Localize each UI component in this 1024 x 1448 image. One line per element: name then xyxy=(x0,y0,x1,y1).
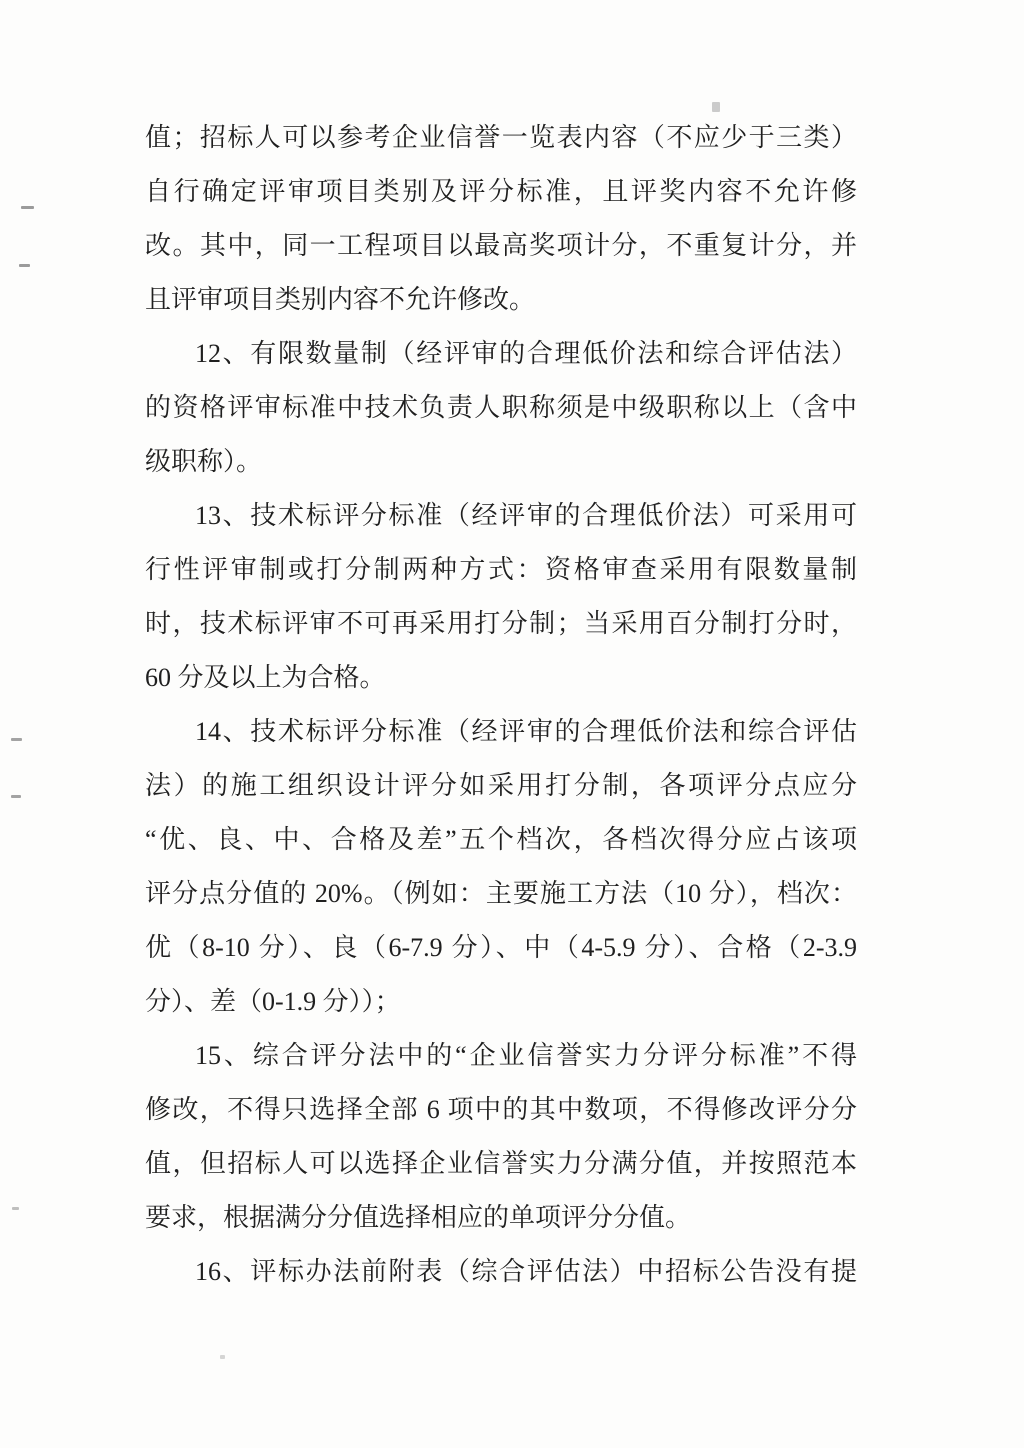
text-line: 改。其中，同一工程项目以最高奖项计分，不重复计分，并 xyxy=(145,231,857,260)
text-line: 值；招标人可以参考企业信誉一览表内容（不应少于三类） xyxy=(145,123,857,152)
text-line: 时，技术标评审不可再采用打分制；当采用百分制打分时， xyxy=(145,609,857,638)
text-line: 且评审项目类别内容不允许修改。 xyxy=(145,285,536,314)
scan-artifact xyxy=(220,1355,225,1359)
text-line: 评分点分值的 20%。（例如：主要施工方法（10 分），档次： xyxy=(145,879,857,908)
text-line: 行性评审制或打分制两种方式：资格审查采用有限数量制 xyxy=(145,555,857,584)
text-line: 13、技术标评分标准（经评审的合理低价法）可采用可 xyxy=(195,501,857,530)
text-line: 优（8-10 分）、良（6-7.9 分）、中（4-5.9 分）、合格（2-3.9 xyxy=(145,933,857,962)
text-line: 的资格评审标准中技术负责人职称须是中级职称以上（含中 xyxy=(145,393,857,422)
scan-artifact xyxy=(11,738,22,741)
text-line: 60 分及以上为合格。 xyxy=(145,663,386,692)
text-line: 分）、差（0-1.9 分））； xyxy=(145,987,401,1016)
text-line: 法）的施工组织设计评分如采用打分制，各项评分点应分 xyxy=(145,771,857,800)
text-line: 12、有限数量制（经评审的合理低价法和综合评估法） xyxy=(195,339,857,368)
scan-artifact xyxy=(12,1207,19,1210)
text-line: 16、评标办法前附表（综合评估法）中招标公告没有提 xyxy=(195,1257,857,1286)
text-line: 级职称）。 xyxy=(145,447,263,476)
document-body xyxy=(145,111,857,1299)
text-line: 14、技术标评分标准（经评审的合理低价法和综合评估 xyxy=(195,717,857,746)
scan-artifact xyxy=(11,795,21,798)
text-line: 15、综合评分法中的“企业信誉实力分评分标准”不得 xyxy=(195,1041,857,1070)
text-line: 值，但招标人可以选择企业信誉实力分满分值，并按照范本 xyxy=(145,1149,857,1178)
text-line: “优、良、中、合格及差”五个档次，各档次得分应占该项 xyxy=(145,825,857,854)
scan-artifact xyxy=(21,206,34,209)
text-line: 修改，不得只选择全部 6 项中的其中数项，不得修改评分分 xyxy=(145,1095,857,1124)
text-line: 自行确定评审项目类别及评分标准，且评奖内容不允许修 xyxy=(145,177,857,206)
scan-artifact xyxy=(19,264,30,267)
text-line: 要求，根据满分分值选择相应的单项评分分值。 xyxy=(145,1203,692,1232)
